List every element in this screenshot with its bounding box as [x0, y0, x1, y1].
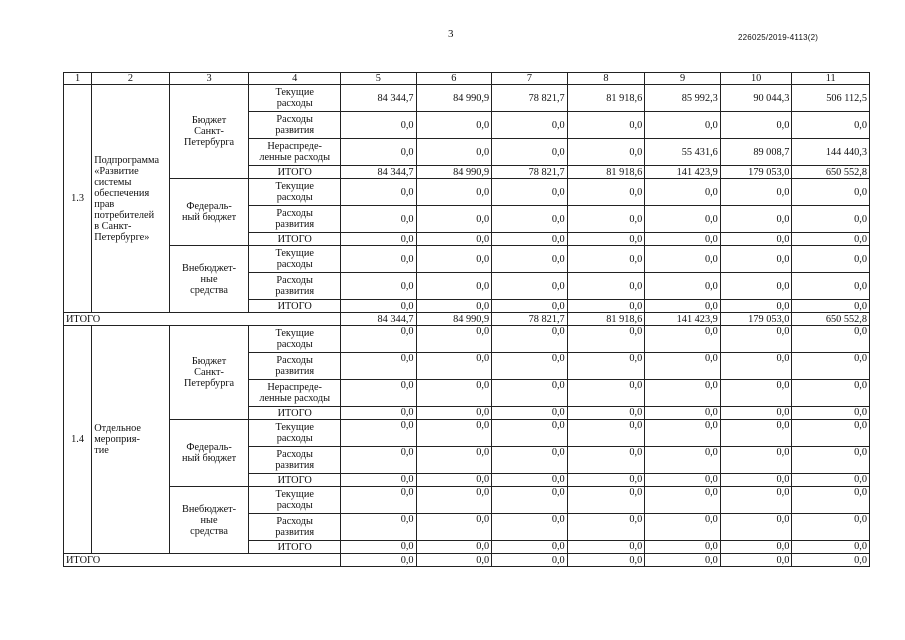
- amount-cell: 0,0: [645, 514, 721, 541]
- amount-cell: 0,0: [567, 420, 645, 447]
- amount-cell: 0,0: [645, 273, 721, 300]
- column-number: 11: [792, 73, 870, 85]
- column-number: 7: [492, 73, 568, 85]
- amount-cell: 0,0: [567, 326, 645, 353]
- document-id: 226025/2019-4113(2): [738, 33, 819, 42]
- amount-cell: 84 344,7: [341, 166, 417, 179]
- amount-cell: 0,0: [792, 514, 870, 541]
- amount-cell: 0,0: [416, 139, 492, 166]
- amount-cell: 0,0: [416, 487, 492, 514]
- expense-type: Расходы развития: [249, 112, 341, 139]
- amount-cell: 0,0: [341, 380, 417, 407]
- column-number: 4: [249, 73, 341, 85]
- total-amount-cell: 650 552,8: [792, 313, 870, 326]
- grand-total-row: [64, 313, 870, 326]
- funding-source: Бюджет Санкт- Петербурга: [169, 85, 249, 179]
- item-code: 1.4: [64, 326, 92, 554]
- amount-cell: 0,0: [792, 233, 870, 246]
- amount-cell: 89 008,7: [720, 139, 792, 166]
- total-amount-cell: 0,0: [492, 554, 568, 567]
- page-number: 3: [448, 28, 454, 40]
- amount-cell: 84 990,9: [416, 166, 492, 179]
- amount-cell: 144 440,3: [792, 139, 870, 166]
- amount-cell: 0,0: [492, 326, 568, 353]
- amount-cell: 0,0: [416, 206, 492, 233]
- amount-cell: 0,0: [792, 112, 870, 139]
- amount-cell: 0,0: [341, 179, 417, 206]
- amount-cell: 0,0: [492, 112, 568, 139]
- amount-cell: 0,0: [416, 300, 492, 313]
- amount-cell: 0,0: [492, 487, 568, 514]
- total-amount-cell: 84 990,9: [416, 313, 492, 326]
- amount-cell: 0,0: [645, 233, 721, 246]
- column-number: 1: [64, 73, 92, 85]
- funding-source: Бюджет Санкт- Петербурга: [169, 326, 249, 420]
- amount-cell: 0,0: [792, 206, 870, 233]
- amount-cell: 0,0: [341, 420, 417, 447]
- grand-total-label: ИТОГО: [64, 554, 341, 567]
- amount-cell: 0,0: [645, 447, 721, 474]
- amount-cell: 0,0: [720, 179, 792, 206]
- budget-table: [63, 72, 870, 567]
- column-number: 2: [92, 73, 170, 85]
- amount-cell: 0,0: [341, 326, 417, 353]
- amount-cell: 0,0: [492, 273, 568, 300]
- amount-cell: 0,0: [567, 447, 645, 474]
- amount-cell: 0,0: [792, 353, 870, 380]
- amount-cell: 0,0: [792, 474, 870, 487]
- amount-cell: 0,0: [792, 407, 870, 420]
- expense-type: Текущие расходы: [249, 326, 341, 353]
- amount-cell: 0,0: [341, 514, 417, 541]
- amount-cell: 0,0: [416, 420, 492, 447]
- amount-cell: 0,0: [792, 447, 870, 474]
- expense-type: Нераспреде- ленные расходы: [249, 380, 341, 407]
- amount-cell: 0,0: [645, 353, 721, 380]
- amount-cell: 0,0: [645, 407, 721, 420]
- amount-cell: 0,0: [341, 353, 417, 380]
- amount-cell: 0,0: [720, 514, 792, 541]
- column-number: 3: [169, 73, 249, 85]
- amount-cell: 0,0: [341, 273, 417, 300]
- amount-cell: 0,0: [416, 514, 492, 541]
- amount-cell: 0,0: [341, 139, 417, 166]
- amount-cell: 0,0: [792, 487, 870, 514]
- amount-cell: 0,0: [567, 139, 645, 166]
- amount-cell: 0,0: [492, 541, 568, 554]
- table-row: [64, 179, 870, 206]
- amount-cell: 0,0: [567, 246, 645, 273]
- amount-cell: 0,0: [645, 380, 721, 407]
- amount-cell: 0,0: [645, 487, 721, 514]
- expense-type: Расходы развития: [249, 514, 341, 541]
- amount-cell: 0,0: [416, 541, 492, 554]
- item-name: Отдельное мероприя- тие: [92, 326, 170, 554]
- amount-cell: 55 431,6: [645, 139, 721, 166]
- amount-cell: 0,0: [792, 179, 870, 206]
- amount-cell: 0,0: [567, 407, 645, 420]
- amount-cell: 0,0: [792, 246, 870, 273]
- amount-cell: 0,0: [416, 474, 492, 487]
- expense-type: ИТОГО: [249, 474, 341, 487]
- funding-source: Федераль- ный бюджет: [169, 179, 249, 246]
- total-amount-cell: 84 344,7: [341, 313, 417, 326]
- item-name: Подпрограмма «Развитие системы обеспечения прав потребителей в Санкт- Петербурге»: [92, 85, 170, 313]
- amount-cell: 0,0: [645, 541, 721, 554]
- amount-cell: 0,0: [720, 407, 792, 420]
- amount-cell: 0,0: [792, 273, 870, 300]
- expense-type: Текущие расходы: [249, 487, 341, 514]
- amount-cell: 0,0: [341, 541, 417, 554]
- amount-cell: 0,0: [416, 353, 492, 380]
- total-amount-cell: 0,0: [645, 554, 721, 567]
- amount-cell: 0,0: [645, 246, 721, 273]
- amount-cell: 0,0: [645, 179, 721, 206]
- grand-total-row: [64, 554, 870, 567]
- amount-cell: 141 423,9: [645, 166, 721, 179]
- total-amount-cell: 81 918,6: [567, 313, 645, 326]
- total-amount-cell: 0,0: [792, 554, 870, 567]
- amount-cell: 0,0: [341, 407, 417, 420]
- amount-cell: 0,0: [492, 514, 568, 541]
- amount-cell: 0,0: [720, 447, 792, 474]
- amount-cell: 0,0: [720, 112, 792, 139]
- amount-cell: 0,0: [645, 206, 721, 233]
- amount-cell: 0,0: [645, 326, 721, 353]
- amount-cell: 0,0: [645, 420, 721, 447]
- table-row: [64, 487, 870, 514]
- column-number: 9: [645, 73, 721, 85]
- total-amount-cell: 179 053,0: [720, 313, 792, 326]
- amount-cell: 0,0: [492, 206, 568, 233]
- amount-cell: 0,0: [492, 407, 568, 420]
- amount-cell: 0,0: [567, 206, 645, 233]
- amount-cell: 0,0: [416, 380, 492, 407]
- expense-type: Расходы развития: [249, 206, 341, 233]
- amount-cell: 0,0: [416, 407, 492, 420]
- amount-cell: 84 344,7: [341, 85, 417, 112]
- amount-cell: 0,0: [720, 233, 792, 246]
- amount-cell: 0,0: [720, 541, 792, 554]
- expense-type: Расходы развития: [249, 353, 341, 380]
- amount-cell: 0,0: [720, 380, 792, 407]
- amount-cell: 0,0: [567, 353, 645, 380]
- amount-cell: 0,0: [416, 112, 492, 139]
- amount-cell: 0,0: [416, 273, 492, 300]
- column-number: 8: [567, 73, 645, 85]
- total-amount-cell: 78 821,7: [492, 313, 568, 326]
- amount-cell: 0,0: [416, 233, 492, 246]
- amount-cell: 0,0: [645, 474, 721, 487]
- amount-cell: 90 044,3: [720, 85, 792, 112]
- amount-cell: 84 990,9: [416, 85, 492, 112]
- amount-cell: 0,0: [492, 179, 568, 206]
- amount-cell: 0,0: [492, 246, 568, 273]
- amount-cell: 0,0: [720, 300, 792, 313]
- amount-cell: 0,0: [341, 300, 417, 313]
- amount-cell: 0,0: [341, 112, 417, 139]
- amount-cell: 0,0: [492, 233, 568, 246]
- amount-cell: 0,0: [341, 206, 417, 233]
- amount-cell: 0,0: [341, 447, 417, 474]
- expense-type: Текущие расходы: [249, 246, 341, 273]
- amount-cell: 0,0: [567, 487, 645, 514]
- amount-cell: 0,0: [492, 447, 568, 474]
- amount-cell: 0,0: [341, 246, 417, 273]
- total-amount-cell: 0,0: [567, 554, 645, 567]
- amount-cell: 81 918,6: [567, 166, 645, 179]
- expense-type: Расходы развития: [249, 447, 341, 474]
- amount-cell: 0,0: [567, 474, 645, 487]
- table-row: [64, 85, 870, 112]
- expense-type: Текущие расходы: [249, 179, 341, 206]
- expense-type: Текущие расходы: [249, 85, 341, 112]
- amount-cell: 0,0: [567, 233, 645, 246]
- amount-cell: 0,0: [567, 380, 645, 407]
- expense-type: Текущие расходы: [249, 420, 341, 447]
- amount-cell: 0,0: [416, 447, 492, 474]
- amount-cell: 0,0: [567, 300, 645, 313]
- expense-type: ИТОГО: [249, 233, 341, 246]
- amount-cell: 0,0: [567, 112, 645, 139]
- amount-cell: 0,0: [792, 420, 870, 447]
- amount-cell: 0,0: [792, 300, 870, 313]
- amount-cell: 0,0: [341, 474, 417, 487]
- total-amount-cell: 0,0: [720, 554, 792, 567]
- column-number: 5: [341, 73, 417, 85]
- amount-cell: 0,0: [416, 179, 492, 206]
- amount-cell: 0,0: [720, 487, 792, 514]
- amount-cell: 0,0: [720, 326, 792, 353]
- amount-cell: 0,0: [492, 139, 568, 166]
- expense-type: ИТОГО: [249, 407, 341, 420]
- total-amount-cell: 0,0: [341, 554, 417, 567]
- funding-source: Федераль- ный бюджет: [169, 420, 249, 487]
- amount-cell: 78 821,7: [492, 166, 568, 179]
- table-row: [64, 326, 870, 353]
- expense-type: ИТОГО: [249, 300, 341, 313]
- amount-cell: 0,0: [416, 246, 492, 273]
- amount-cell: 0,0: [792, 541, 870, 554]
- amount-cell: 0,0: [792, 326, 870, 353]
- expense-type: ИТОГО: [249, 166, 341, 179]
- amount-cell: 0,0: [492, 474, 568, 487]
- amount-cell: 0,0: [720, 420, 792, 447]
- amount-cell: 0,0: [720, 474, 792, 487]
- amount-cell: 81 918,6: [567, 85, 645, 112]
- amount-cell: 0,0: [720, 273, 792, 300]
- total-amount-cell: 0,0: [416, 554, 492, 567]
- table-row: [64, 420, 870, 447]
- amount-cell: 0,0: [492, 380, 568, 407]
- amount-cell: 650 552,8: [792, 166, 870, 179]
- amount-cell: 0,0: [720, 206, 792, 233]
- expense-type: Нераспреде- ленные расходы: [249, 139, 341, 166]
- column-number-row: [64, 73, 870, 85]
- amount-cell: 0,0: [492, 353, 568, 380]
- table-row: [64, 246, 870, 273]
- amount-cell: 179 053,0: [720, 166, 792, 179]
- amount-cell: 0,0: [341, 233, 417, 246]
- expense-type: ИТОГО: [249, 541, 341, 554]
- amount-cell: 0,0: [645, 300, 721, 313]
- total-amount-cell: 141 423,9: [645, 313, 721, 326]
- expense-type: Расходы развития: [249, 273, 341, 300]
- amount-cell: 0,0: [567, 514, 645, 541]
- amount-cell: 0,0: [416, 326, 492, 353]
- amount-cell: 0,0: [492, 420, 568, 447]
- amount-cell: 78 821,7: [492, 85, 568, 112]
- amount-cell: 0,0: [492, 300, 568, 313]
- amount-cell: 0,0: [720, 246, 792, 273]
- amount-cell: 0,0: [567, 273, 645, 300]
- amount-cell: 0,0: [792, 380, 870, 407]
- amount-cell: 0,0: [341, 487, 417, 514]
- funding-source: Внебюджет- ные средства: [169, 246, 249, 313]
- grand-total-label: ИТОГО: [64, 313, 341, 326]
- amount-cell: 0,0: [567, 179, 645, 206]
- funding-source: Внебюджет- ные средства: [169, 487, 249, 554]
- amount-cell: 506 112,5: [792, 85, 870, 112]
- amount-cell: 0,0: [645, 112, 721, 139]
- column-number: 6: [416, 73, 492, 85]
- amount-cell: 0,0: [567, 541, 645, 554]
- item-code: 1.3: [64, 85, 92, 313]
- amount-cell: 85 992,3: [645, 85, 721, 112]
- column-number: 10: [720, 73, 792, 85]
- amount-cell: 0,0: [720, 353, 792, 380]
